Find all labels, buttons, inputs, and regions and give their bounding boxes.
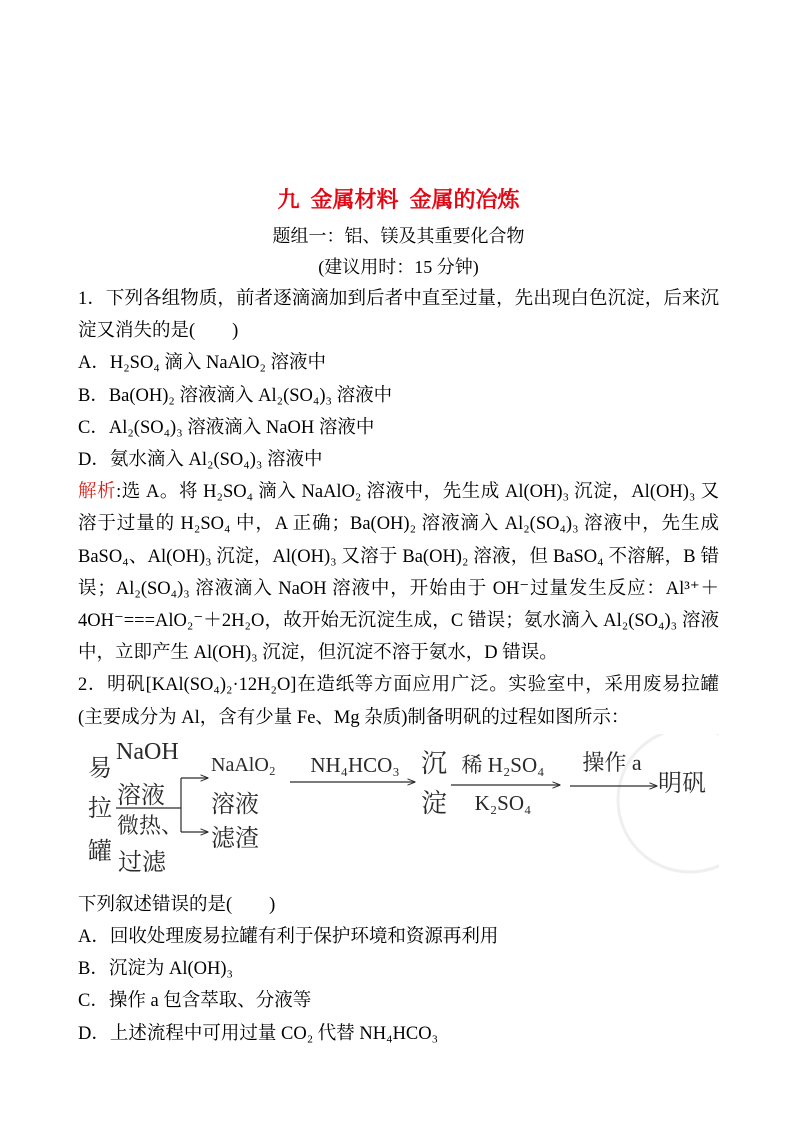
option-text: Ba(OH)₂ 溶液滴入 Al₂(SO₄)₃ 溶液中 (108, 385, 393, 406)
option-text: 回收处理废易拉罐有利于保护环境和资源再利用 (109, 927, 499, 948)
flow-reagent-solution: 溶液 (117, 782, 165, 809)
flow-condition-heat: 微热、 (117, 812, 184, 838)
option-label: B． (78, 385, 109, 406)
option-label: A． (78, 353, 110, 374)
flow-precipitate-char-2: 淀 (420, 788, 448, 818)
flow-reagent-nh4hco3: NH₄HCO₃ (310, 752, 400, 777)
question-2-option-a (78, 921, 719, 953)
option-text: Al₂(SO₄)₃ 溶液滴入 NaOH 溶液中 (108, 417, 375, 438)
option-text: 操作 a 包含萃取、分液等 (108, 991, 312, 1012)
flow-operation-a: 操作 a (582, 749, 642, 775)
question-1-option-a (78, 347, 719, 379)
question-1 (78, 283, 719, 669)
flow-product-naalo2: NaAlO₂ (211, 753, 276, 776)
flow-diagram-container (78, 734, 719, 889)
question-stem-text: 下列各组物质，前者逐滴滴加到后者中直至过量，先出现白色沉淀，后来沉淀又消失的是( ) (78, 289, 719, 342)
option-label: A． (78, 927, 110, 948)
question-1-option-c (78, 412, 719, 444)
flow-reagent-naoh: NaOH (116, 738, 179, 765)
question-number: 1． (78, 289, 106, 309)
option-text: 沉淀为 Al(OH)₃ (108, 959, 233, 980)
flow-reagent-k2so4: K₂SO₄ (474, 790, 532, 815)
time-hint: (建议用时：15 分钟) (318, 257, 479, 277)
question-1-analysis (78, 476, 719, 669)
question-2-option-d (78, 1018, 719, 1050)
question-1-option-d (78, 444, 719, 476)
analysis-text: :选 A。将 H₂SO₄ 滴入 NaAlO₂ 溶液中，先生成 Al(OH)₃ 沉淀，Al(OH)₃ 又溶于过量的 H₂SO₄ 中，A 正确；Ba(OH)₂ 溶液滴入 Al₂(SO₄)₃ 溶液中，先生成 BaSO₄、Al(OH)₃ 沉淀，Al(OH)₃ 又溶于 Ba(OH)₂ 溶液，但 BaSO₄ 不溶解，B 错误；Al₂(SO₄)₃ 溶液滴入 NaOH 溶液中，开始由于 OH⁻过量发生反应：Al³⁺＋4OH⁻===AlO₂⁻＋2H₂O，故开始无沉淀生成，C 错误；氨水滴入 Al₂(SO₄)₃ 溶液中，立即产生 Al(OH)₃ 沉淀，但沉淀不溶于氨水，D 错误。 (78, 482, 719, 664)
question-number: 2． (78, 675, 108, 696)
option-text: H₂SO₄ 滴入 NaAlO₂ 溶液中 (109, 353, 327, 374)
question-2-option-c (78, 985, 719, 1017)
option-label: D． (78, 1023, 110, 1044)
flow-reagent-h2so4: 稀 H₂SO₄ (461, 752, 545, 777)
question-2-stem (78, 669, 719, 733)
flow-start-char-3: 罐 (88, 838, 112, 865)
flow-condition-filter: 过滤 (118, 849, 166, 876)
flow-product-solution: 溶液 (211, 791, 259, 818)
section-subtitle: 题组一：铝、镁及其重要化合物 (272, 226, 525, 246)
question-2 (78, 669, 719, 1049)
option-label: C． (78, 417, 109, 438)
option-label: D． (78, 450, 110, 471)
analysis-label: 解析 (78, 482, 117, 503)
flow-start-char-1: 易 (88, 755, 112, 782)
option-text: 上述流程中可用过量 CO₂ 代替 NH₄HCO₃ (109, 1023, 439, 1044)
question-1-option-b (78, 380, 719, 412)
question-1-stem (78, 283, 719, 347)
question-2-prompt: 下列叙述错误的是( ) (78, 894, 276, 915)
flow-diagram (78, 734, 719, 889)
flow-final-product: 明矾 (658, 770, 706, 797)
question-2-option-b (78, 953, 719, 985)
option-label: C． (78, 991, 109, 1012)
option-label: B． (78, 959, 109, 980)
flow-precipitate-char-1: 沉 (420, 748, 448, 778)
flow-start-char-2: 拉 (88, 795, 112, 822)
question-stem-text: 明矾[KAl(SO₄)₂·12H₂O]在造纸等方面应用广泛。实验室中，采用废易拉罐(主要成分为 Al，含有少量 Fe、Mg 杂质)制备明矾的过程如图所示： (78, 675, 719, 728)
option-text: 氨水滴入 Al₂(SO₄)₃ 溶液中 (109, 450, 323, 471)
flow-product-residue: 滤渣 (211, 825, 259, 852)
page-title: 九 金属材料 金属的冶炼 (277, 187, 520, 212)
